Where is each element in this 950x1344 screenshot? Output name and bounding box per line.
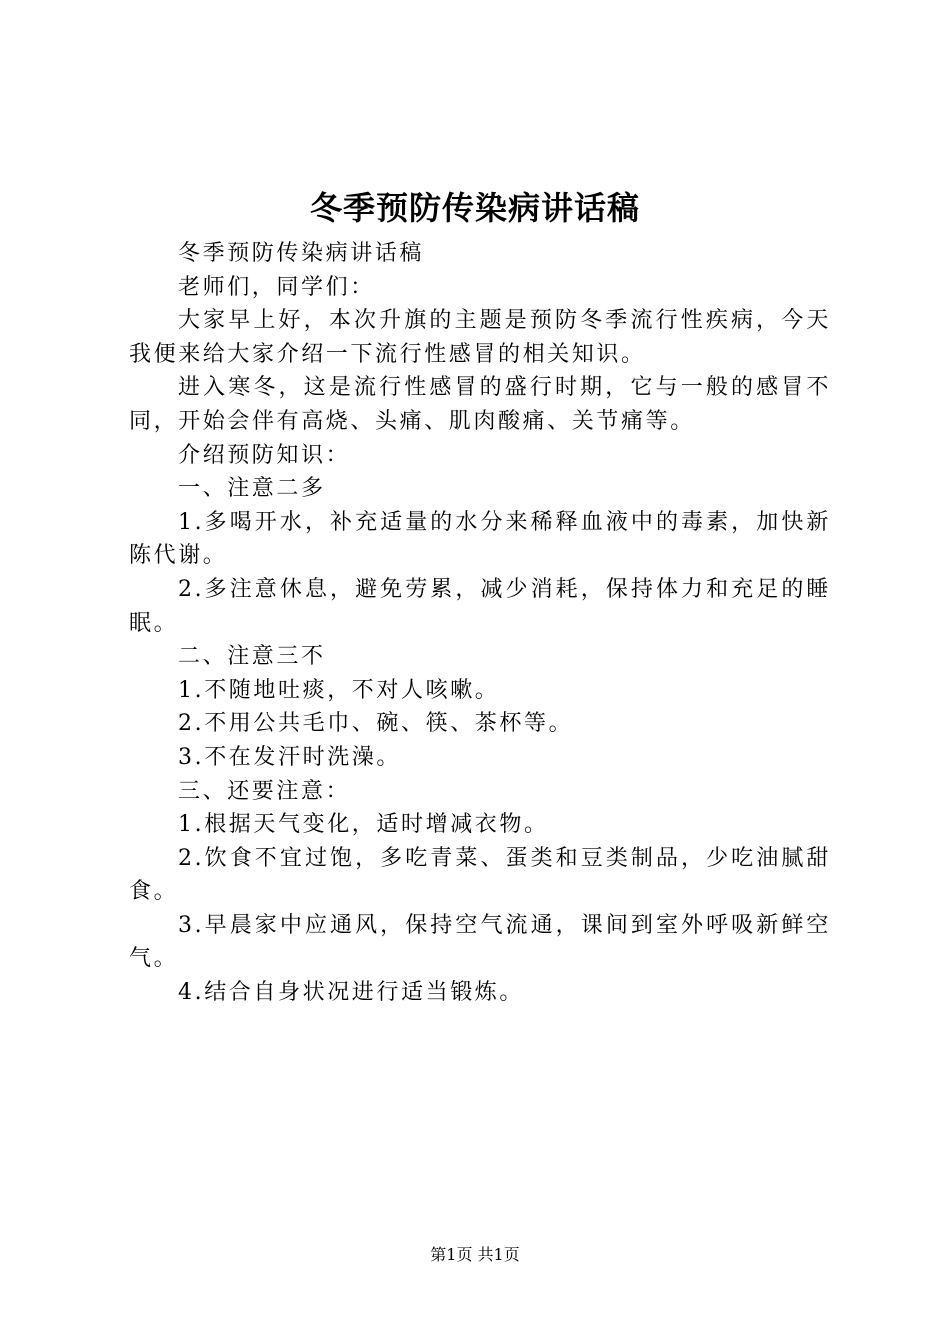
list-item: 2.多注意休息，避免劳累，减少消耗，保持体力和充足的睡眠。: [129, 576, 831, 636]
paragraph-subtitle: 冬季预防传染病讲话稿: [178, 241, 425, 266]
document-body: [129, 237, 831, 1010]
list-item: 4.结合自身状况进行适当锻炼。: [178, 980, 524, 1006]
paragraph-background: 进入寒冬，这是流行性感冒的盛行时期，它与一般的感冒不同，开始会伴有高烧、头痛、肌肉酸痛、关节痛等。: [129, 375, 831, 434]
paragraph-knowledge-heading: 介绍预防知识：: [178, 442, 351, 468]
list-item: 1.不随地吐痰，不对人咳嗽。: [178, 677, 500, 703]
section-heading-2: 二、注意三不: [178, 644, 326, 670]
paragraph-greeting: 老师们，同学们：: [178, 274, 375, 300]
list-item: 2.不用公共毛巾、碗、筷、茶杯等。: [178, 711, 574, 737]
paragraph-intro: 大家早上好，本次升旗的主题是预防冬季流行性疾病，今天我便来给大家介绍一下流行性感冒的相关知识。: [129, 308, 831, 367]
list-item: 3.不在发汗时洗澡。: [178, 744, 401, 770]
document-title: 冬季预防传染病讲话稿: [309, 189, 640, 227]
list-item: 1.多喝开水，补充适量的水分来稀释血液中的毒素，加快新陈代谢。: [129, 509, 831, 569]
page-footer: 第1页 共1页: [430, 1245, 520, 1264]
section-heading-1: 一、注意二多: [178, 476, 326, 502]
list-item: 1.根据天气变化，适时增减衣物。: [178, 812, 549, 838]
list-item: 3.早晨家中应通风，保持空气流通，课间到室外呼吸新鲜空气。: [129, 912, 831, 972]
list-item: 2.饮食不宜过饱，多吃青菜、蛋类和豆类制品，少吃油腻甜食。: [129, 845, 831, 905]
section-heading-3: 三、还要注意：: [178, 778, 351, 804]
